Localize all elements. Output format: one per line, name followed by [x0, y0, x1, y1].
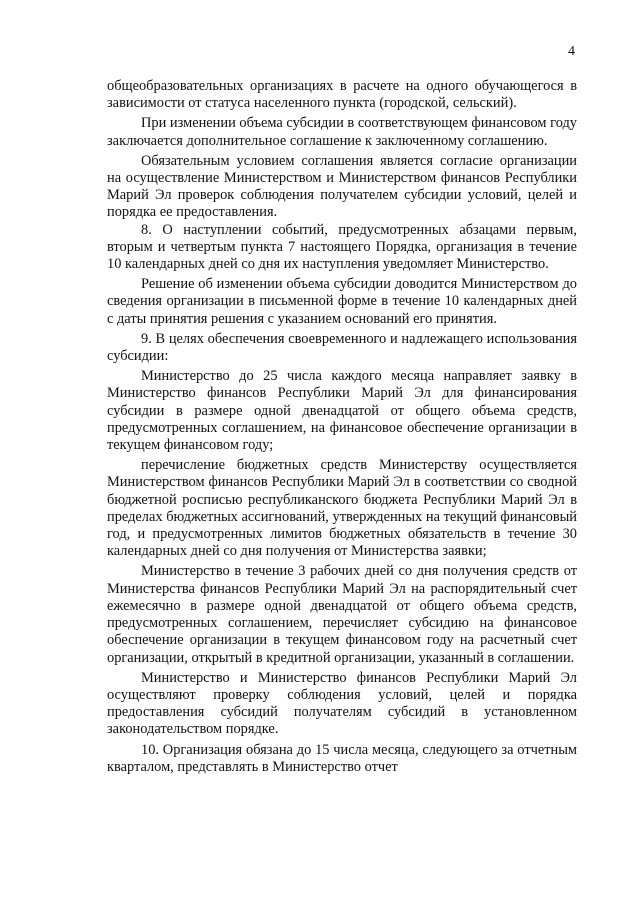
- paragraph: 8. О наступлении событий, предусмотренных абзацами первым, вторым и четвертым пункта 7 настоящего Порядка, организация в течение 10 календарных дней со дня их наступления уведомляет Министерство.: [107, 221, 577, 273]
- document-body: [107, 78, 577, 776]
- page-number: 4: [568, 44, 575, 59]
- paragraph: перечисление бюджетных средств Министерству осуществляется Министерством финансов Республики Марий Эл в соответствии со сводной бюджетной росписью республиканского бюджета Республики Марий Эл в пределах бюджетных ассигнований, утвержденных на текущий финансовый год, и предусмотренных лимитов бюджетных обязательств в течение 30 календарных дней со дня получения от Министерства заявки;: [107, 457, 577, 560]
- paragraph: 9. В целях обеспечения своевременного и надлежащего использования субсидии:: [107, 330, 577, 365]
- paragraph: Министерство в течение 3 рабочих дней со дня получения средств от Министерства финансов Республики Марий Эл на распорядительный счет ежемесячно в размере одной двенадцатой от общего объема средств, предусмотренных соглашением, перечисляет субсидию на финансовое обеспечение организации в текущем финансовом году на расчетный счет организации, открытый в кредитной организации, указанный в соглашении.: [107, 563, 577, 666]
- paragraph: Министерство до 25 числа каждого месяца направляет заявку в Министерство финансов Республики Марий Эл для финансирования субсидии в размере одной двенадцатой от общего объема средств, предусмотренных соглашением, на финансовое обеспечение организации в текущем финансовом году;: [107, 368, 577, 454]
- paragraph: 10. Организация обязана до 15 числа месяца, следующего за отчетным кварталом, представлять в Министерство отчет: [107, 741, 577, 775]
- paragraph: Обязательным условием соглашения является согласие организации на осуществление Министерством и Министерством финансов Республики Марий Эл проверок соблюдения получателем субсидии условий, целей и порядка ее предоставления.: [107, 152, 577, 221]
- paragraph: При изменении объема субсидии в соответствующем финансовом году заключается дополнительное соглашение к заключенному соглашению.: [107, 115, 577, 149]
- paragraph: общеобразовательных организациях в расчете на одного обучающегося в зависимости от статуса населенного пункта (городской, сельский).: [107, 78, 577, 112]
- paragraph: Решение об изменении объема субсидии доводится Министерством до сведения организации в письменной форме в течение 10 календарных дней с даты принятия решения с указанием оснований его принятия.: [107, 276, 577, 327]
- paragraph: Министерство и Министерство финансов Республики Марий Эл осуществляют проверку соблюдения условий, целей и порядка предоставления субсидий получателям субсидий в установленном законодательством порядке.: [107, 669, 577, 738]
